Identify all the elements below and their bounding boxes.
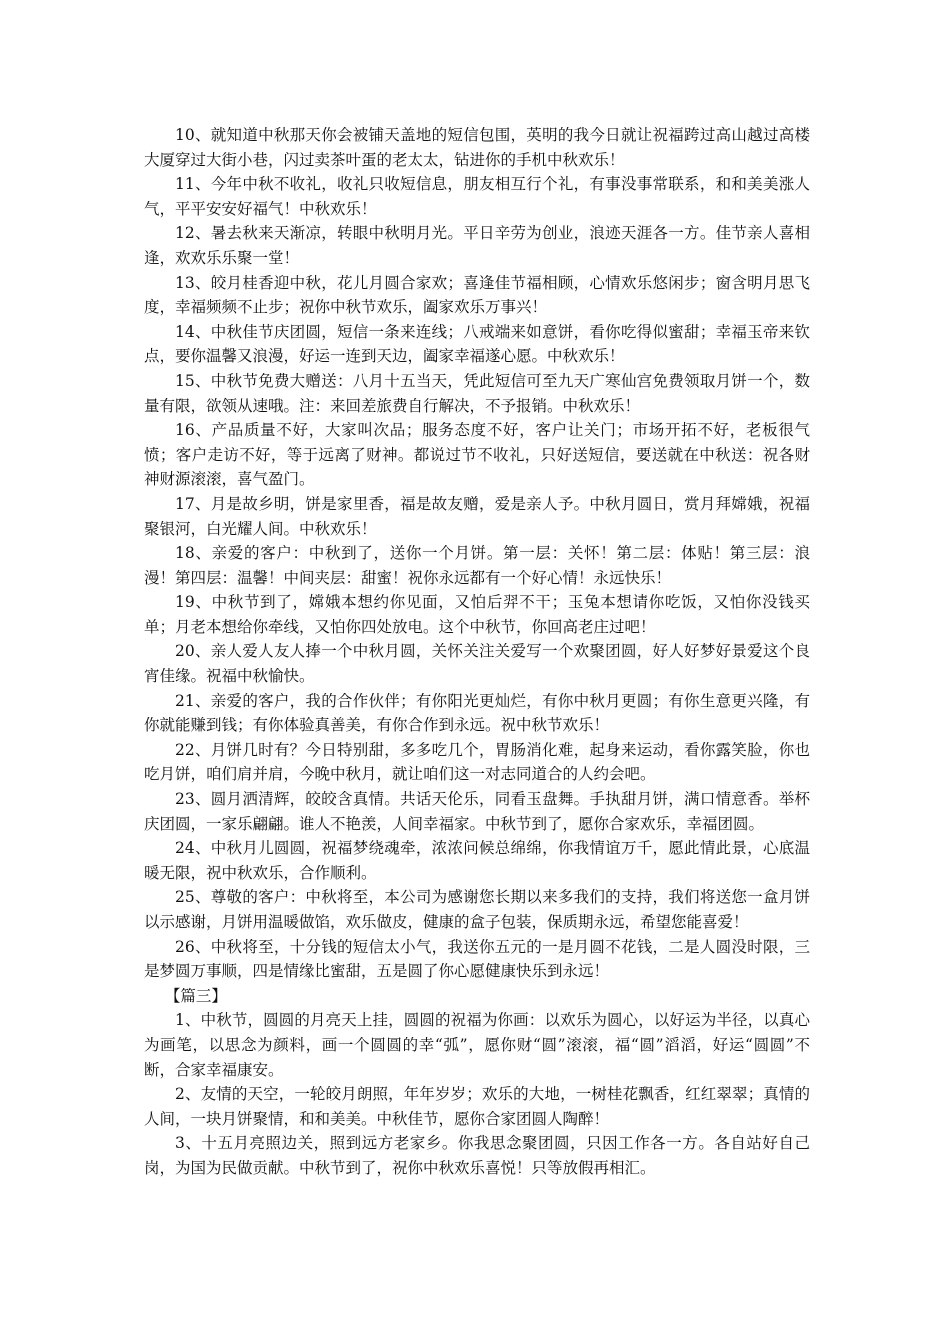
greeting-paragraph-10: 10、就知道中秋那天你会被铺天盖地的短信包围，英明的我今日就让祝福跨过高山越过高楼大厦穿过大街小巷，闪过卖茶叶蛋的老太太，钻进你的手机中秋欢乐！ [144,126,810,169]
section-heading: 【篇三】 [164,986,227,1005]
greeting-paragraph-14: 14、中秋佳节庆团圆，短信一条来连线；八戒端来如意饼，看你吃得似蜜甜；幸福玉帝来钦点，要你温馨又浪漫，好运一连到天边，阖家幸福遂心愿。中秋欢乐！ [144,322,810,366]
section3-paragraph-1: 1、中秋节，圆圆的月亮天上挂，圆圆的祝福为你画：以欢乐为圆心，以好运为半径，以真心为画笔，以思念为颜料，画一个圆圆的幸“弧”，愿你财“圆”滚滚，福“圆”滔滔，好运“圆圆”不断，合家幸福康安。 [144,1011,810,1079]
greeting-paragraph-19: 19、中秋节到了，嫦娥本想约你见面，又怕后羿不干；玉兔本想请你吃饭，又怕你没钱买单；月老本想给你牵线，又怕你四处放电。这个中秋节，你回高老庄过吧！ [144,593,810,636]
greeting-paragraph-21: 21、亲爱的客户，我的合作伙伴；有你阳光更灿烂，有你中秋月更圆；有你生意更兴隆，有你就能赚到钱；有你体验真善美，有你合作到永远。祝中秋节欢乐！ [144,691,810,735]
greeting-paragraph-20: 20、亲人爱人友人捧一个中秋月圆，关怀关注关爱写一个欢聚团圆，好人好梦好景爱这个良宵佳缘。祝福中秋愉快。 [144,642,810,686]
greetings-list-part-2 [144,123,810,984]
greeting-paragraph-24: 24、中秋月儿圆圆，祝福梦绕魂牵，浓浓问候总绵绵，你我情谊万千，愿此情此景，心底温暖无限，祝中秋欢乐，合作顺利。 [144,839,810,882]
greeting-paragraph-25: 25、尊敬的客户：中秋将至，本公司为感谢您长期以来多我们的支持，我们将送您一盒月饼以示感谢，月饼用温暖做馅，欢乐做皮，健康的盒子包装，保质期永远，希望您能喜爱！ [144,888,810,931]
greeting-paragraph-22: 22、月饼几时有？今日特别甜，多多吃几个，胃肠消化难，起身来运动，看你露笑脸，你也吃月饼，咱们肩并肩，今晚中秋月，就让咱们这一对志同道合的人约会吧。 [144,740,810,784]
greeting-paragraph-12: 12、暑去秋来天渐凉，转眼中秋明月光。平日辛劳为创业，浪迹天涯各一方。佳节亲人喜相逢，欢欢乐乐聚一堂！ [144,224,810,267]
greeting-paragraph-17: 17、月是故乡明，饼是家里香，福是故友赠，爱是亲人予。中秋月圆日，赏月拜嫦娥，祝福聚银河，白光耀人间。中秋欢乐！ [144,494,810,538]
greeting-paragraph-18: 18、亲爱的客户：中秋到了，送你一个月饼。第一层：关怀！第二层：体贴！第三层：浪漫！第四层：温馨！中间夹层：甜蜜！祝你永远都有一个好心情！永远快乐！ [144,544,810,587]
section3-paragraph-3: 3、十五月亮照边关，照到远方老家乡。你我思念聚团圆，只因工作各一方。各自站好自己岗，为国为民做贡献。中秋节到了，祝你中秋欢乐喜悦！只等放假再相汇。 [144,1134,810,1177]
greeting-paragraph-13: 13、皎月桂香迎中秋，花儿月圆合家欢；喜逢佳节福相顾，心情欢乐悠闲步；窗含明月思飞度，幸福频频不止步；祝你中秋节欢乐，阖家欢乐万事兴！ [144,273,810,317]
greetings-list-part-3 [144,1008,810,1180]
greeting-paragraph-11: 11、今年中秋不收礼，收礼只收短信息，朋友相互行个礼，有事没事常联系，和和美美涨人气，平平安安好福气！中秋欢乐！ [144,175,810,218]
greeting-paragraph-16: 16、产品质量不好，大家叫次品；服务态度不好，客户让关门；市场开拓不好，老板很气愤；客户走访不好，等于远离了财神。都说过节不收礼，只好送短信，要送就在中秋送：祝各财神财源滚滚，喜气盈门。 [144,421,810,489]
section3-paragraph-2: 2、友情的天空，一轮皎月朗照，年年岁岁；欢乐的大地，一树桂花飘香，红红翠翠；真情的人间，一块月饼聚情，和和美美。中秋佳节，愿你合家团圆人陶醉！ [144,1085,810,1128]
greeting-paragraph-23: 23、圆月洒清辉，皎皎含真情。共话天伦乐，同看玉盘舞。手执甜月饼，满口情意香。举杯庆团圆，一家乐翩翩。谁人不艳羡，人间幸福家。中秋节到了，愿你合家欢乐，幸福团圆。 [144,790,810,833]
greeting-paragraph-15: 15、中秋节免费大赠送：八月十五当天，凭此短信可至九天广寒仙宫免费领取月饼一个，数量有限，欲领从速哦。注：来回差旅费自行解决，不予报销。中秋欢乐！ [144,371,810,415]
greeting-paragraph-26: 26、中秋将至，十分钱的短信太小气，我送你五元的一是月圆不花钱，二是人圆没时限，三是梦圆万事顺，四是情缘比蜜甜，五是圆了你心愿健康快乐到永远！ [144,937,810,981]
